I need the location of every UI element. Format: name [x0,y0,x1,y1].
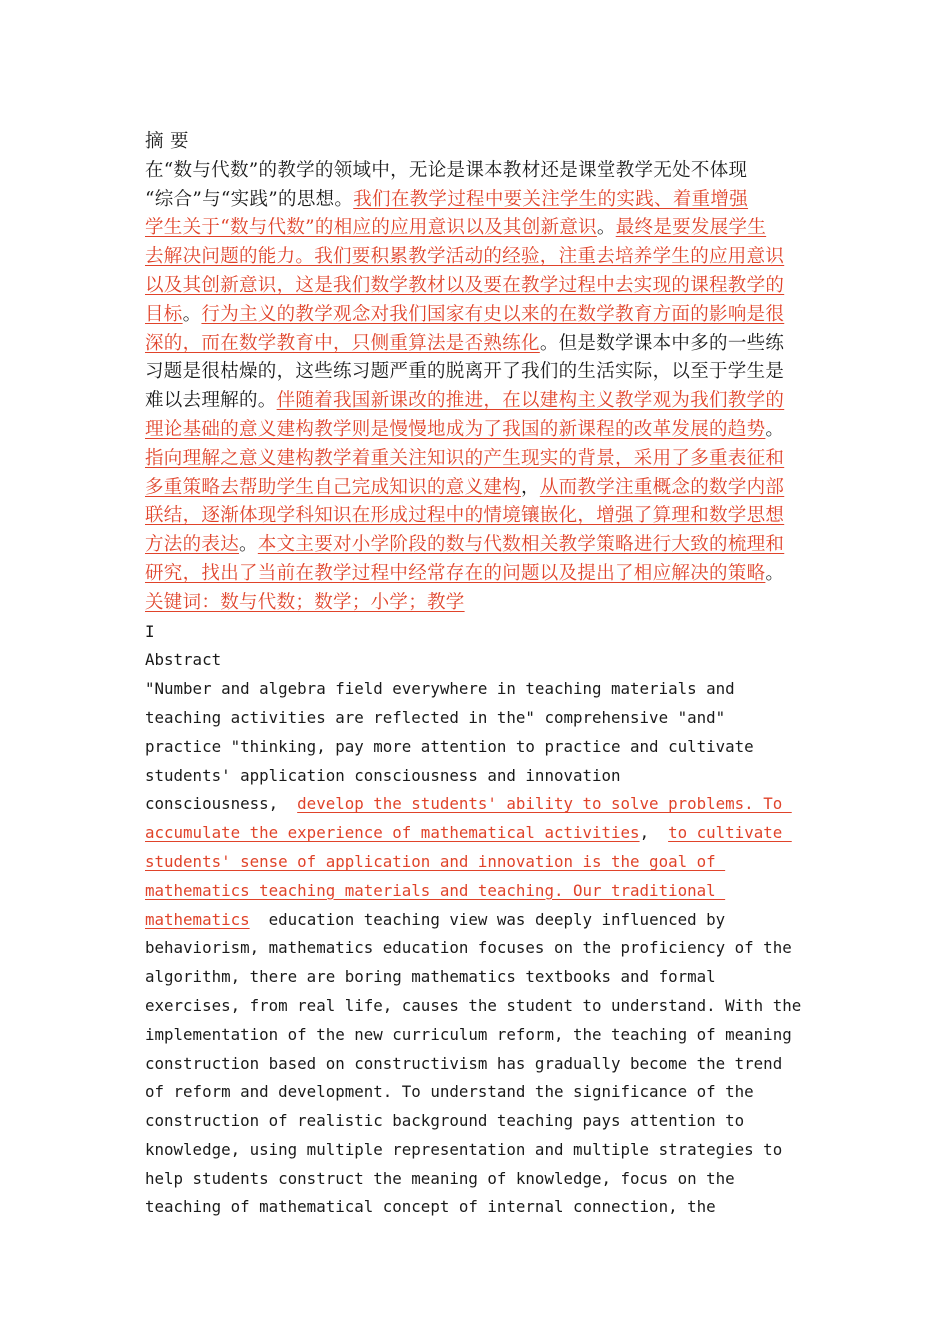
en-abstract-text: consciousness, [145,794,298,814]
en-abstract-line [145,992,810,1021]
en-abstract-text: implementation of the new curriculum reform, the teaching of meaning [145,1024,792,1044]
en-abstract-text: exercises, from real life, causes the student to understand. With the [145,995,802,1015]
zh-abstract-line [145,301,810,330]
zh-abstract-line [145,243,810,272]
en-abstract-heading: Abstract [145,650,222,670]
zh-abstract-highlighted-text: 关键词：数与代数；数学；小学；教学 [145,591,465,613]
en-abstract-highlighted-text: mathematics teaching materials and teaching. Our traditional [145,880,726,900]
en-abstract-highlighted-text: to cultivate [668,823,792,843]
zh-abstract-highlighted-text: 学生关于“数与代数”的相应的应用意识以及其创新意识 [145,217,597,239]
en-abstract-highlighted-text: accumulate the experience of mathematical activities [145,823,640,843]
zh-abstract-text: ， [521,476,540,498]
en-abstract-text: knowledge, using multiple representation and multiple strategies to [145,1139,783,1159]
document-page [145,128,810,1222]
en-abstract-line [145,1107,810,1136]
page-number: I [145,621,155,641]
en-abstract-text: construction of realistic background teaching pays attention to [145,1111,745,1131]
zh-abstract-line [145,358,810,387]
zh-abstract-line [145,589,810,618]
en-abstract-line [145,1136,810,1165]
zh-abstract-text: “综合”与“实践”的思想。 [145,188,354,210]
en-abstract-line [145,675,810,704]
en-abstract-line [145,1078,810,1107]
zh-abstract-highlighted-text: 指向理解之意义建构教学着重关注知识的产生现实的背景，采用了多重表征和 [145,447,785,469]
zh-abstract-line [145,214,810,243]
en-abstract-line [145,733,810,762]
zh-abstract-highlighted-text: 我们在教学过程中要关注学生的实践、着重增强 [353,188,749,210]
en-abstract-text: "Number and algebra field everywhere in teaching materials and [145,679,735,699]
en-abstract-line [145,819,810,848]
en-abstract-text: teaching of mathematical concept of internal connection, the [145,1197,716,1217]
zh-abstract-highlighted-text: 方法的表达 [145,534,240,556]
zh-abstract-highlighted-text: 理论基础的意义建构教学则是慢慢地成为了我国的新课程的改革发展的趋势 [145,418,766,440]
zh-abstract-highlighted-text: 本文主要对小学阶段的数与代数相关教学策略进行大致的梳理和 [257,534,785,556]
zh-abstract-line [145,531,810,560]
zh-abstract-text: 。 [182,303,202,325]
zh-abstract-line [145,474,810,503]
zh-abstract-line [145,272,810,301]
zh-abstract-text: 。 [765,418,785,440]
zh-abstract-line [145,330,810,359]
en-abstract-line [145,963,810,992]
en-abstract-line [145,906,810,935]
en-abstract-text: students' application consciousness and innovation [145,765,621,785]
zh-abstract-text: 。 [765,562,785,584]
en-abstract-line [145,790,810,819]
en-abstract-line [145,1021,810,1050]
zh-abstract-highlighted-text: 研究，找出了当前在教学过程中经常存在的问题以及提出了相应解决的策略 [145,562,766,584]
zh-abstract-line [145,445,810,474]
zh-abstract-highlighted-text: 深的，而在数学教育中，只侧重算法是否熟练化 [145,332,540,354]
en-abstract-line [145,1050,810,1079]
zh-abstract-line [145,186,810,215]
zh-abstract-heading: 摘 要 [145,131,189,152]
zh-abstract-text: 。但是数学课本中多的一些练 [539,332,785,354]
zh-abstract-highlighted-text: 以及其创新意识，这是我们数学教材以及要在教学过程中去实现的课程教学的 [145,274,785,296]
zh-abstract-line [145,502,810,531]
zh-abstract-line [145,387,810,416]
en-abstract-highlighted-text: develop the students' ability to solve problems. To [297,794,792,814]
en-abstract-line [145,1193,810,1222]
zh-abstract-text: 在“数与代数”的教学的领域中，无论是课本教材还是课堂教学无处不体现 [145,159,748,181]
zh-abstract-body [145,157,810,618]
zh-abstract-text: 。 [596,217,616,239]
zh-abstract-highlighted-text: 联结，逐渐体现学科知识在形成过程中的情境镶嵌化，增强了算理和数学思想 [145,505,785,527]
zh-abstract-highlighted-text: 去解决问题的能力。我们要积累教学活动的经验，注重去培养学生的应用意识 [145,246,785,268]
zh-abstract-text: 习题是很枯燥的，这些练习题严重的脱离开了我们的生活实际，以至于学生是 [145,361,785,383]
en-abstract-line [145,762,810,791]
en-abstract-text: behaviorism, mathematics education focuses on the proficiency of the [145,938,792,958]
zh-abstract-highlighted-text: 多重策略去帮助学生自己完成知识的意义建构 [145,476,522,498]
en-abstract-text: teaching activities are reflected in the" comprehensive "and" [145,707,726,727]
zh-abstract-highlighted-text: 最终是要发展学生 [615,217,767,239]
en-abstract-line [145,704,810,733]
en-abstract-line [145,848,810,877]
zh-abstract-text: 。 [239,534,258,556]
en-abstract-body [145,675,810,1222]
zh-abstract-line [145,560,810,589]
en-abstract-text: help students construct the meaning of knowledge, focus on the [145,1168,735,1188]
en-abstract-text: practice "thinking, pay more attention to practice and cultivate [145,736,754,756]
en-abstract-highlighted-text: mathematics [145,909,250,929]
en-abstract-text: education teaching view was deeply influenced by [249,909,726,929]
zh-abstract-line [145,157,810,186]
zh-abstract-highlighted-text: 行为主义的教学观念对我们国家有史以来的在数学教育方面的影响是很 [201,303,785,325]
en-abstract-line [145,1165,810,1194]
zh-abstract-text: 难以去理解的。 [145,390,277,412]
zh-abstract-highlighted-text: 伴随着我国新课改的推进，在以建构主义教学观为我们教学的 [276,390,785,412]
en-abstract-text: of reform and development. To understand the significance of the [145,1082,754,1102]
zh-abstract-highlighted-text: 目标 [145,303,183,325]
en-abstract-line [145,877,810,906]
en-abstract-highlighted-text: students' sense of application and innovation is the goal of [145,851,726,871]
en-abstract-text: , [639,823,669,843]
en-abstract-text: algorithm, there are boring mathematics textbooks and formal [145,967,716,987]
en-abstract-text: construction based on constructivism has gradually become the trend [145,1053,783,1073]
zh-abstract-line [145,416,810,445]
en-abstract-line [145,934,810,963]
zh-abstract-highlighted-text: 从而教学注重概念的数学内部 [539,476,785,498]
